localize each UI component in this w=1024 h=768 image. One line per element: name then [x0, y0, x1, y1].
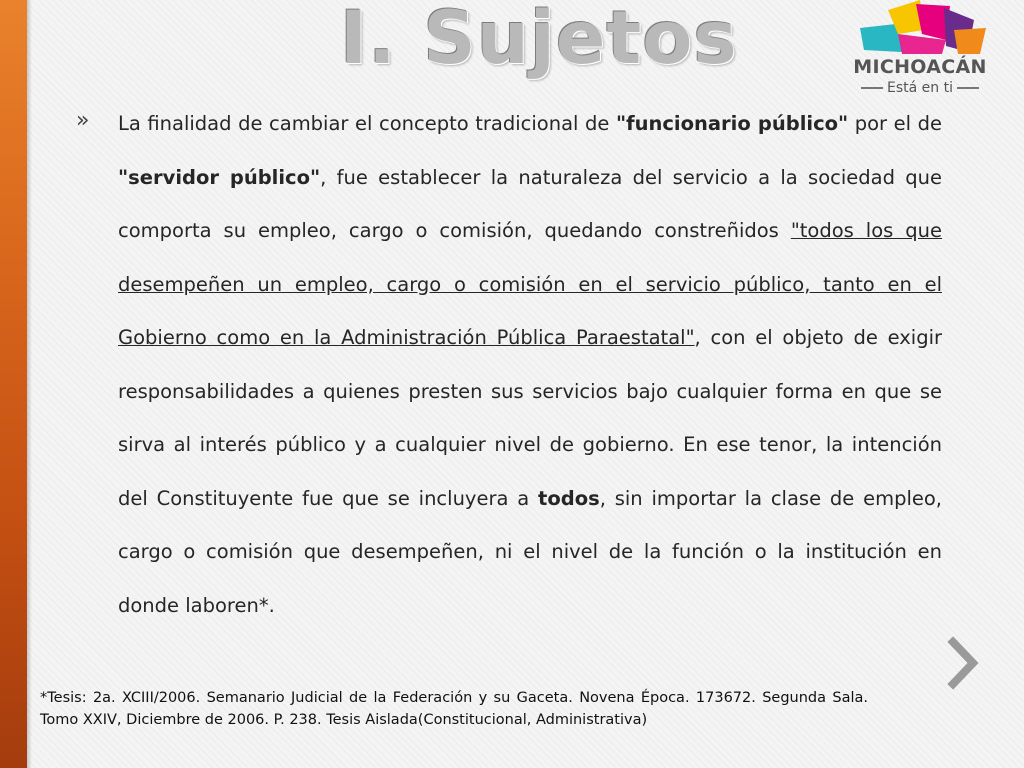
bullet-marker: » [76, 108, 90, 133]
paragraph-text-1: La finalidad de cambiar el concepto tradicional de [118, 112, 616, 135]
paragraph-underlined-quote: "todos los que desempeñen un empleo, cargo o comisión en el servicio público, tanto en el Gobierno como en la Administración Pública Paraestatal" [118, 219, 942, 349]
paragraph-text-4: , con el objeto de exigir responsabilidades a quienes presten sus servicios bajo cualquier forma en que se sirva al interés público y a cualquier nivel de gobierno. En ese tenor, la intención del Constituyente fue que se incluyera a [118, 326, 943, 510]
next-slide-button[interactable] [943, 636, 983, 690]
paragraph-bold-2: "servidor público" [118, 165, 321, 189]
paragraph-text-2: por el de [848, 112, 942, 135]
slide-title: I. Sujetos [340, 0, 738, 81]
paragraph-text-3: , fue establecer la naturaleza del servicio a la sociedad que comporta su empleo, cargo o comisión, quedando constreñidos [118, 165, 943, 242]
tagline-dash-right [957, 87, 979, 89]
paragraph-bold-3: todos [538, 486, 600, 510]
logo-star-icon [850, 0, 990, 56]
footnote: *Tesis: 2a. XCIII/2006. Semanario Judicial de la Federación y su Gaceta. Novena Época. 173672. Segunda Sala. Tomo XXIV, Diciembre de 2006. P. 238. Tesis Aislada(Constitucional, Administrativa) [40, 690, 868, 728]
logo-tagline-row [836, 78, 1004, 98]
main-paragraph [118, 97, 942, 632]
michoacan-logo [836, 0, 1004, 102]
tagline-dash-left [861, 87, 883, 89]
logo-name: MICHOACÁN [853, 56, 987, 78]
paragraph-text-5: , sin importar la clase de empleo, cargo o comisión que desempeñen, ni el nivel de la función o la institución en donde laboren*. [118, 486, 943, 617]
paragraph-bold-1: "funcionario público" [615, 112, 849, 135]
side-accent-bar [0, 0, 27, 768]
logo-tagline: Está en ti [887, 80, 953, 96]
chevron-right-icon [943, 636, 983, 690]
